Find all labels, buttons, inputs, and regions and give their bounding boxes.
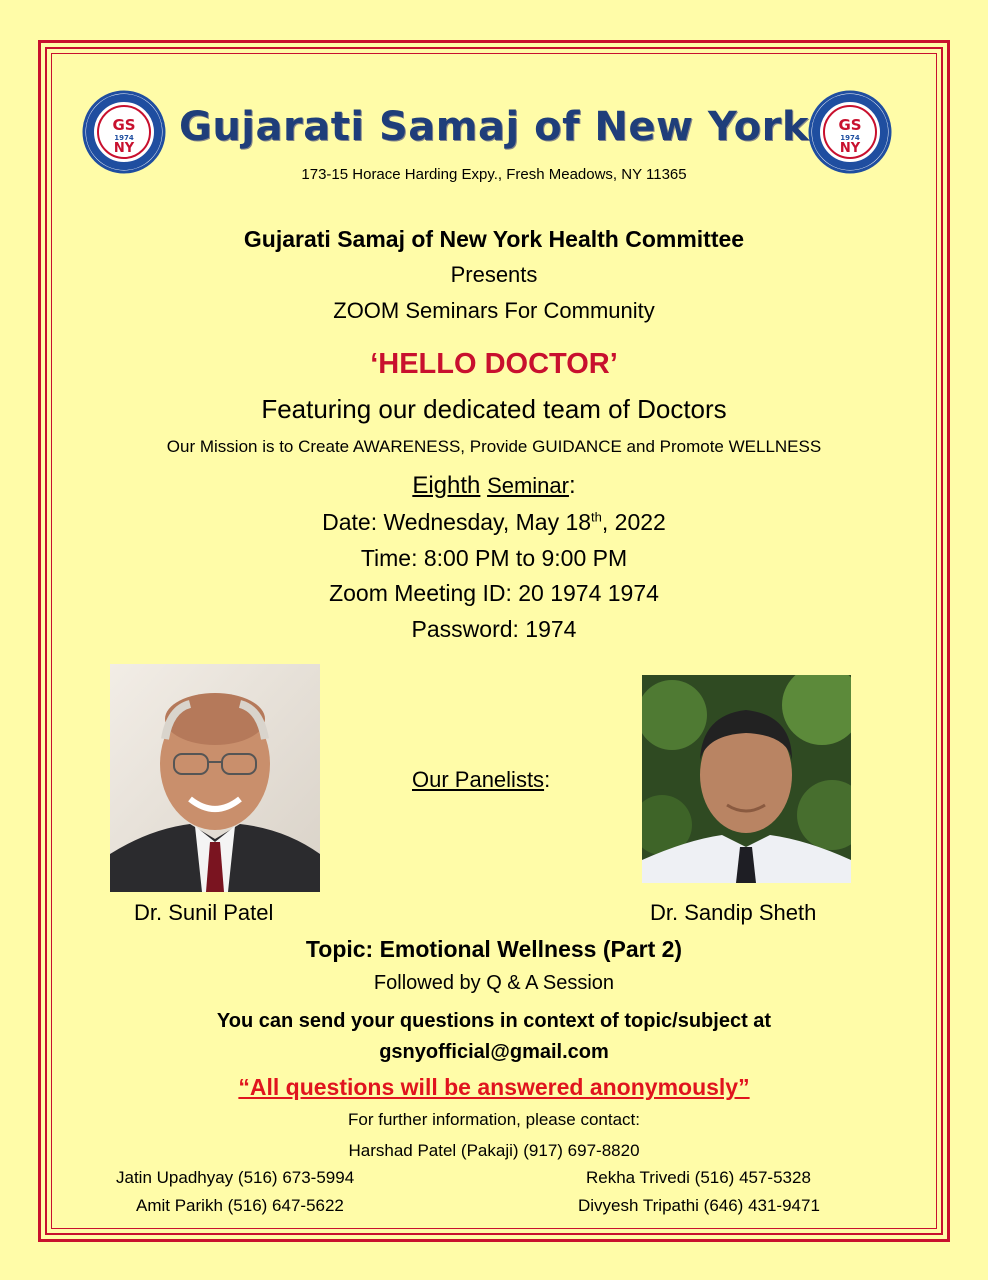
zoom-seminars-text: ZOOM Seminars For Community: [333, 298, 655, 323]
contact-email: gsnyofficial@gmail.com: [379, 1041, 609, 1063]
page-title: Gujarati Samaj of New York: [179, 104, 809, 150]
zoom-password: Password: 1974: [411, 616, 577, 642]
anonymous-notice: “All questions will be answered anonymously”: [238, 1074, 750, 1100]
hello-doctor-title: ‘HELLO DOCTOR’: [370, 348, 618, 380]
gsny-logo-right: [808, 90, 892, 174]
qa-session-text: Followed by Q & A Session: [373, 972, 615, 994]
logo-year: 1974: [840, 134, 860, 142]
panelist-name-left: Dr. Sunil Patel: [134, 900, 274, 925]
presents-text: Presents: [450, 262, 538, 287]
committee-heading: Gujarati Samaj of New York Health Committee: [243, 226, 745, 252]
date-sup: th: [591, 509, 602, 525]
panelists-heading: [412, 767, 550, 793]
further-info-text: For further information, please contact:: [348, 1110, 640, 1129]
seminar-colon: :: [568, 472, 576, 499]
seminar-label: Seminar: [487, 473, 569, 498]
address: 173-15 Horace Harding Expy., Fresh Meadows, NY 11365: [301, 166, 687, 183]
date-prefix: Date: Wednesday, May 18: [322, 509, 592, 535]
contact-left-2: Amit Parikh (516) 647-5622: [136, 1196, 344, 1215]
send-questions-text: You can send your questions in context of topic/subject at: [216, 1010, 772, 1032]
seminar-time: Time: 8:00 PM to 9:00 PM: [360, 545, 628, 571]
contact-left-1: Jatin Upadhyay (516) 673-5994: [116, 1168, 355, 1187]
logo-text-bottom: NY: [113, 141, 135, 156]
seminar-date: [0, 509, 988, 536]
photo-dr-sandip-sheth: [642, 675, 851, 883]
topic-title: Topic: Emotional Wellness (Part 2): [305, 936, 683, 962]
logo-text-top: GS: [112, 116, 136, 134]
contact-right-1: Rekha Trivedi (516) 457-5328: [586, 1168, 811, 1187]
seminar-heading: [0, 472, 988, 500]
panelists-label: Our Panelists: [412, 767, 545, 792]
zoom-meeting-id: Zoom Meeting ID: 20 1974 1974: [329, 580, 659, 606]
mission-statement: Our Mission is to Create AWARENESS, Provide GUIDANCE and Promote WELLNESS: [166, 437, 822, 456]
date-suffix: , 2022: [601, 509, 666, 535]
panelist-name-right: Dr. Sandip Sheth: [650, 900, 817, 925]
seminar-ordinal: Eighth: [412, 472, 481, 499]
logo-text-bottom: NY: [839, 141, 861, 156]
photo-dr-sunil-patel: [110, 664, 320, 892]
contact-main: Harshad Patel (Pakaji) (917) 697-8820: [348, 1141, 640, 1160]
logo-text-top: GS: [838, 116, 862, 134]
contact-right-2: Divyesh Tripathi (646) 431-9471: [578, 1196, 820, 1215]
featuring-text: Featuring our dedicated team of Doctors: [261, 394, 727, 424]
logo-year: 1974: [114, 134, 134, 142]
panelists-colon: :: [544, 767, 551, 792]
